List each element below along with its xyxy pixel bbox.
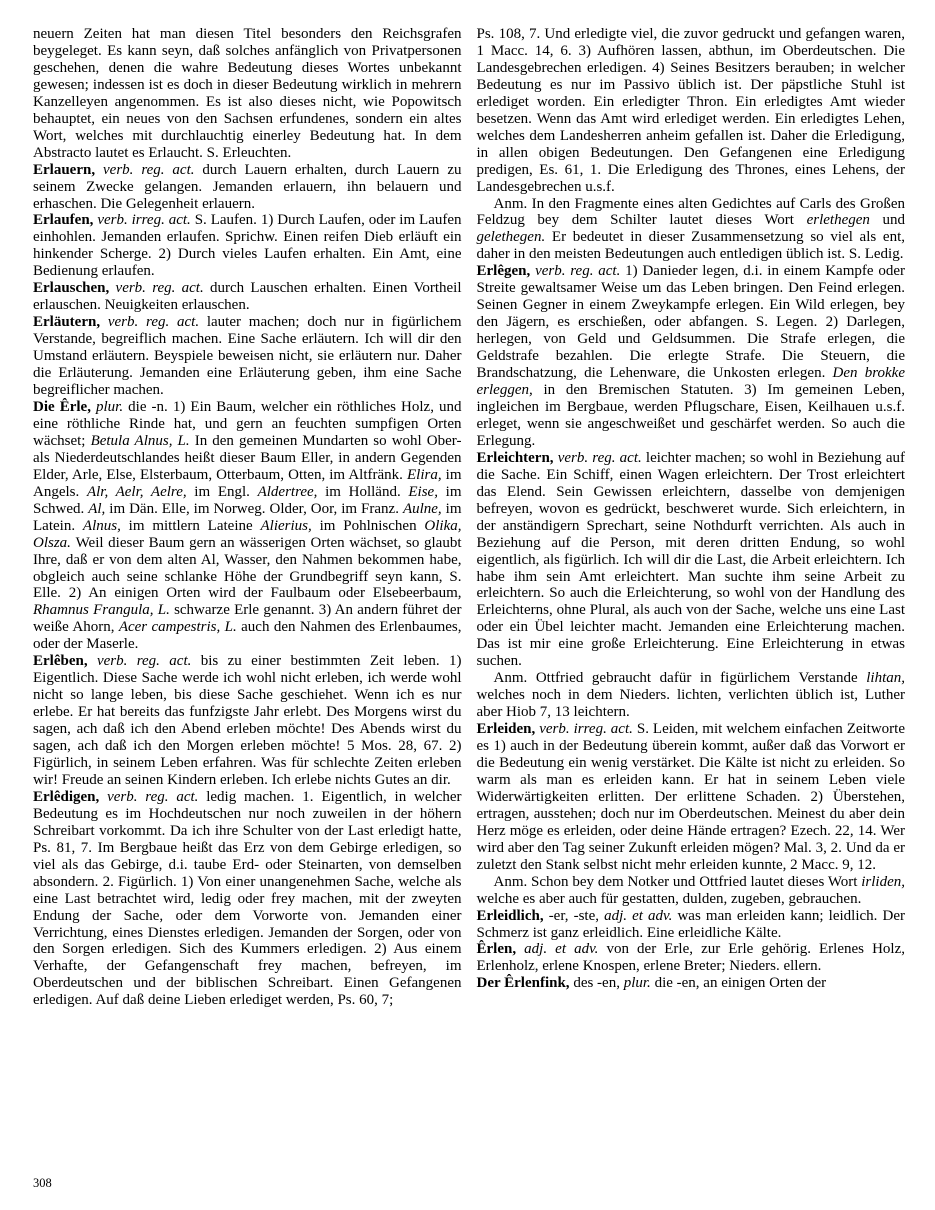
italic-term: Betula Alnus, L. (90, 432, 195, 449)
body-text: im mittlern Lateine (128, 517, 261, 534)
italic-term: erlethegen (806, 212, 883, 229)
headword: Erlêgen, (476, 263, 536, 280)
italic-term: Alnus, (82, 517, 129, 534)
headword: Erleichtern, (476, 449, 558, 466)
body-text: Anm. In den Fragmente eines alten Gedichtes auf Carls des Großen Feldzug bey dem Schilter lautet dieses Wort (476, 195, 905, 229)
headword: Êrlen, (476, 941, 525, 958)
italic-term: verb. reg. act. (96, 653, 201, 670)
body-text: S. Leiden, mit welchem einfachen Zeitworte es 1) auch in der Bedeutung überein kommt, außer daß das Vorwort er die Bedeutung ein wenig verstärket. Die Kälte ist nicht zu erleiden. So warm als man es erleiden kann. Er hat in seinem Leben viele Widerwärtigkeiten erlitten. Der erlittene Schaden. 2) Überstehen, ertragen, ausstehen; doch nur im Oberdeutschen. Meinest du aber dein Herz möge es erleiden, oder deine Hände ertragen? Ezech. 22, 14. Wer wird aber den Tag seiner Zukunft erleiden mögen? Mal. 3, 2. Und da er zuletzt den Stank selbst nicht mehr erleiden kunnte, 2 Macc. 9, 12. (476, 721, 906, 873)
italic-term: gelethegen. (476, 229, 552, 246)
body-text: welches noch in dem Nieders. lichten, verlichten üblich ist, Luther aber Hiob 7, 13 leichtern. (476, 687, 905, 721)
headword: Erlêben, (33, 653, 97, 670)
entry-paragraph (33, 653, 462, 789)
italic-term: Rhamnus Frangula, L. (33, 602, 175, 619)
body-text: 1) Danieder legen, d.i. in einem Kampfe oder Streite gewaltsamer Weise um das Leben bringen. Den Feind erlegen. Seinen Gegner in einem Zweykampfe erlegen. Ein Wild erlegen, bey den Jägern, es erschießen, oder abfangen. S. Legen. 2) Darlegen, herlegen, von Geld und Geldsummen. Die Strafe erlegen, die Geldstrafe bezahlen. Die erlegte Strafe. Die Steuern, die Brandschatzung, die Lehenware, die Unkosten erlegen. (476, 263, 905, 382)
headword: Erläutern, (33, 314, 108, 331)
italic-term: plur. (623, 975, 655, 992)
body-text: leichter machen; so wohl in Beziehung auf die Sache. Ein Schiff, einen Wagen erleichtern. Der Trost erleichtert das Elend. Sein Gewissen erleichtern, dasselbe von demjenigen befreyen, wovon es gedrückt, beschweret wurde. Sich erleichtern, in der anständigern Sprechart, seine Nothdurft verrichten. Als auch in Beziehung auf die Person, mit deren dritten Endung, so wohl eigentlich, als figürlich. Ich will dir die Last, die Arbeit erleichtern. Ich habe ihm sein Amt erleichtert. Man suchte ihm seine Arbeit zu erleichtern. So auch die Erleichterung, so wohl von der Handlung des Erleichterns, ohne Plural, als auch von der Sache, welche uns eine Last oder ein Übel leichter macht. Jemanden eine Erleichterung machen. Das ist mir eine große Erleichterung. Eine Erleichterung in etwas suchen. (476, 449, 905, 670)
body-text: von der Erle, zur Erle gehörig. Erlenes Holz, Erlenholz, erlene Knospen, erlene Breter; Nieders. ellern. (476, 941, 905, 975)
headword: Erlaufen, (33, 212, 98, 229)
italic-term: verb. irreg. act. (539, 721, 637, 738)
italic-term: irliden, (861, 873, 905, 890)
italic-term: plur. (96, 398, 129, 415)
headword: Erleidlich, (476, 907, 549, 924)
text-paragraph (477, 196, 906, 264)
headword: Erlêdigen, (33, 788, 108, 805)
italic-term: adj. et adv. (604, 907, 678, 924)
body-text: im Engl. (194, 483, 258, 500)
body-text: Er bedeutet in dieser Zusammensetzung so viel als ent, daher in den meisten Bedeutungen auch entledigen üblich ist. S. Ledig. (476, 229, 905, 263)
italic-term: adj. et adv. (524, 941, 607, 958)
headword: Erlauern, (33, 161, 103, 178)
entry-paragraph (477, 941, 906, 975)
entry-paragraph (477, 450, 906, 670)
italic-term: lihtan, (866, 670, 905, 687)
entry-paragraph (33, 399, 462, 653)
entry-paragraph (33, 789, 462, 1009)
headword: Der Êrlenfink, (476, 975, 574, 992)
body-text: im Latein. (33, 500, 462, 534)
text-paragraph (477, 26, 906, 196)
body-text: lauter machen; doch nur in figürlichem Verstande, begreiflich machen. Eine Sache erläutern. Ich will dir den Umstand erläutern. Beyspiele beweisen nicht, sie erläutern nur. Daher die Erläuterung. Jemanden eine Erläuterung geben, ihm eine Sache begreiflicher machen. (33, 314, 462, 399)
body-text: des -en, (573, 975, 624, 992)
body-text: bis zu einer bestimmten Zeit leben. 1) Eigentlich. Diese Sache werde ich wohl nicht erleben, ich werde wohl nicht so lange leben, bis diese Sache geschiehet. Wenn ich es nur erlebe. Er hat bereits das funfzigste Jahr erlebt. Des Morgens wirst du sagen, ach daß ich den Abend erleben möchte! Des Abends wirst du sagen, ach daß ich den Morgen erleben möchte! 5 Mos. 28, 67. 2) Figürlich, in seinem Leben erfahren. Was für schlechte Zeiten erleben wir! Freude an seinen Kindern erleben. Ich erlebe nichts Gutes an dir. (33, 653, 462, 788)
body-text: was man erleiden kann; leidlich. Der Schmerz ist ganz erleidlich. Eine erleidliche Kälte. (476, 907, 905, 941)
headword: Erlauschen, (33, 280, 116, 297)
italic-term: verb. reg. act. (557, 449, 646, 466)
body-text: auch den Nahmen des Erlenbaumes, oder der Maserle. (33, 619, 462, 653)
italic-term: Al, (88, 500, 110, 517)
body-text: im Schwed. (33, 483, 462, 517)
entry-paragraph (33, 162, 462, 213)
text-paragraph (33, 26, 462, 162)
entry-paragraph (33, 280, 462, 314)
body-text: im Holländ. (325, 483, 409, 500)
body-text: durch Lauern erhalten, durch Lauern zu seinem Zwecke gelangen. Jemanden erlauern, ihn belauern und erhaschen. Die Gelegenheit erlauern. (33, 161, 462, 212)
headword: Erleiden, (476, 721, 540, 738)
body-text: Weil dieser Baum gern an wässerigen Orten wächset, so glaubt Ihre, daß er von dem alten Al, Wasser, den Nahmen bekommen habe, obgleich auch seine schlanke Höhe der Grundbegriff seyn kann, S. Elle. 2) An einigen Orten wird der Faulbaum oder Elsebeerbaum, (33, 534, 462, 602)
entry-paragraph (33, 314, 462, 399)
body-text: durch Lauschen erhalten. Einen Vortheil erlauschen. Neuigkeiten erlauschen. (33, 280, 462, 314)
body-text: und (882, 212, 905, 229)
headword: Die Êrle, (33, 398, 97, 415)
italic-term: Olika, Olsza. (33, 517, 462, 551)
body-text: im Pohlnischen (319, 517, 425, 534)
body-text: welche es aber auch für gestatten, dulden, zugeben, gebrauchen. (476, 890, 862, 907)
text-paragraph (477, 670, 906, 721)
italic-term: Aulne, (402, 500, 446, 517)
body-text: im Angels. (33, 466, 462, 500)
body-text: neuern Zeiten hat man diesen Titel besonders den Reichsgrafen beygeleget. Es kann seyn, daß solches anfänglich von Privatpersonen geschehen, denen die wahre Bedeutung dieses Wortes unbekannt gewesen; indessen ist es doch in dieser Bedeutung wirklich in mehrern Kanzelleyen angenommen. Es ist also dieses nicht, wie Popowitsch behauptet, ein neues von den Sachsen erfundenes, sondern ein altes Wort, welches mit durchlauchtig einerley Bedeutung hat. In dem Abstracto lautet es Erlaucht. S. Erleuchten. (33, 26, 462, 161)
text-paragraph (477, 874, 906, 908)
italic-term: Aldertree, (257, 483, 326, 500)
body-text: In den gemeinen Mundarten so wohl Ober- als Niederdeutschlandes heißt dieser Baum Eller, in andern Gegenden Elder, Arle, Else, Elsterbaum, Otterbaum, Otten, im Altfränk. (33, 432, 462, 483)
italic-term: verb. reg. act. (103, 161, 203, 178)
italic-term: Den brokke erleggen, (476, 365, 905, 399)
italic-term: verb. irreg. act. (97, 212, 195, 229)
italic-term: Alr, Aelr, Aelre, (86, 483, 195, 500)
italic-term: verb. reg. act. (535, 263, 626, 280)
body-text: Anm. Ottfried gebraucht dafür in figürlichem Verstande (493, 670, 867, 687)
italic-term: verb. reg. act. (107, 788, 207, 805)
body-text: S. Laufen. 1) Durch Laufen, oder im Laufen einhohlen. Jemanden erlaufen. Sprichw. Einen reifen Dieb erläuft ein hinkender Scherge. 2) Durch vieles Laufen erhalten. Ein Amt, eine Bedienung erlaufen. (33, 212, 462, 280)
page-number: 308 (33, 1176, 52, 1190)
body-text: die -en, an einigen Orten der (654, 975, 827, 992)
body-text: Anm. Schon bey dem Notker und Ottfried lautet dieses Wort (493, 873, 862, 890)
body-text: die -n. 1) Ein Baum, welcher ein röthliches Holz, und eine röthliche Rinde hat, und gern an feuchten sumpfigen Orten wächset; (33, 398, 462, 449)
italic-term: Acer campestris, L. (118, 619, 242, 636)
italic-term: Elira, (407, 466, 446, 483)
body-text: ledig machen. 1. Eigentlich, in welcher Bedeutung es im Hochdeutschen nur noch zuweilen in der höhern Schreibart vorkommt. Da ich ihre Schulter von der Last erledigt hatte, Ps. 81, 7. Im Bergbaue heißt das Erz von dem Gebirge erledigen, so viel als das Gebirge, d.i. taube Erd- oder Steinarten, von demselben absondern. 2. Figürlich. 1) Von einer unangenehmen Sache, welche als eine Last betrachtet wird, ledig oder frey machen, mit der zweyten Endung der Sache, oder dem Vorworte von. Jemanden einer Verrichtung, eines Dienstes erledigen. Jemanden der Sorgen, oder von den Sorgen erledigen. Sich des Kummers erledigen. 2) Aus einem Verhafte, der Gefangenschaft frey machen, befreyen, im Oberdeutschen und der biblischen Schreibart. Einen Gefangenen erledigen. Auf daß deine Lieben erlediget werden, Ps. 60, 7; (33, 788, 462, 1009)
italic-term: Alierius, (260, 517, 320, 534)
entry-paragraph (33, 212, 462, 280)
entry-paragraph (477, 721, 906, 874)
column-left (33, 26, 462, 1009)
entry-paragraph (477, 908, 906, 942)
italic-term: verb. reg. act. (115, 280, 210, 297)
column-right (477, 26, 906, 1009)
body-text: schwarze Erle genannt. 3) An andern führet der weiße Ahorn, (33, 602, 462, 636)
body-text: Ps. 108, 7. Und erledigte viel, die zuvor gedruckt und gefangen waren, 1 Macc. 14, 6. 3) Aufhören lassen, abthun, im Oberdeutschen. Die Landesgebrechen erledigen. 4) Seines Besitzers berauben; in welcher Bedeutung es nur im Passivo üblich ist. Der päpstliche Stuhl ist erlediget worden. Ein erledigter Thron. Ein erledigtes Amt wieder besetzen. Wenn das Amt wird erlediget werden. Ein erledigtes Lehen, welches dem Landesherren anheim gefallen ist. Daher die Erledigung, in allen obigen Bedeutungen. Den Gefangenen eine Erledigung predigen, Es. 61, 1. Die Erledigung des Thrones, eines Lehens, der Landesgebrechen u.s.f. (476, 26, 905, 195)
entry-paragraph (477, 263, 906, 449)
italic-term: verb. reg. act. (107, 314, 207, 331)
body-text: in den Bremischen Statuten. 3) Im gemeinen Leben, ingleichen im Bergbaue, werden Pflugschare, Eisen, Keilhauen u.s.f. erleget, wenn sie angeschweißet und geschärfet werden. So auch die Erlegung. (476, 382, 906, 449)
entry-paragraph (477, 975, 906, 992)
body-text: im Dän. Elle, im Norweg. Older, Oor, im Franz. (109, 500, 403, 517)
body-text: -er, -ste, (548, 907, 605, 924)
italic-term: Eise, (408, 483, 446, 500)
